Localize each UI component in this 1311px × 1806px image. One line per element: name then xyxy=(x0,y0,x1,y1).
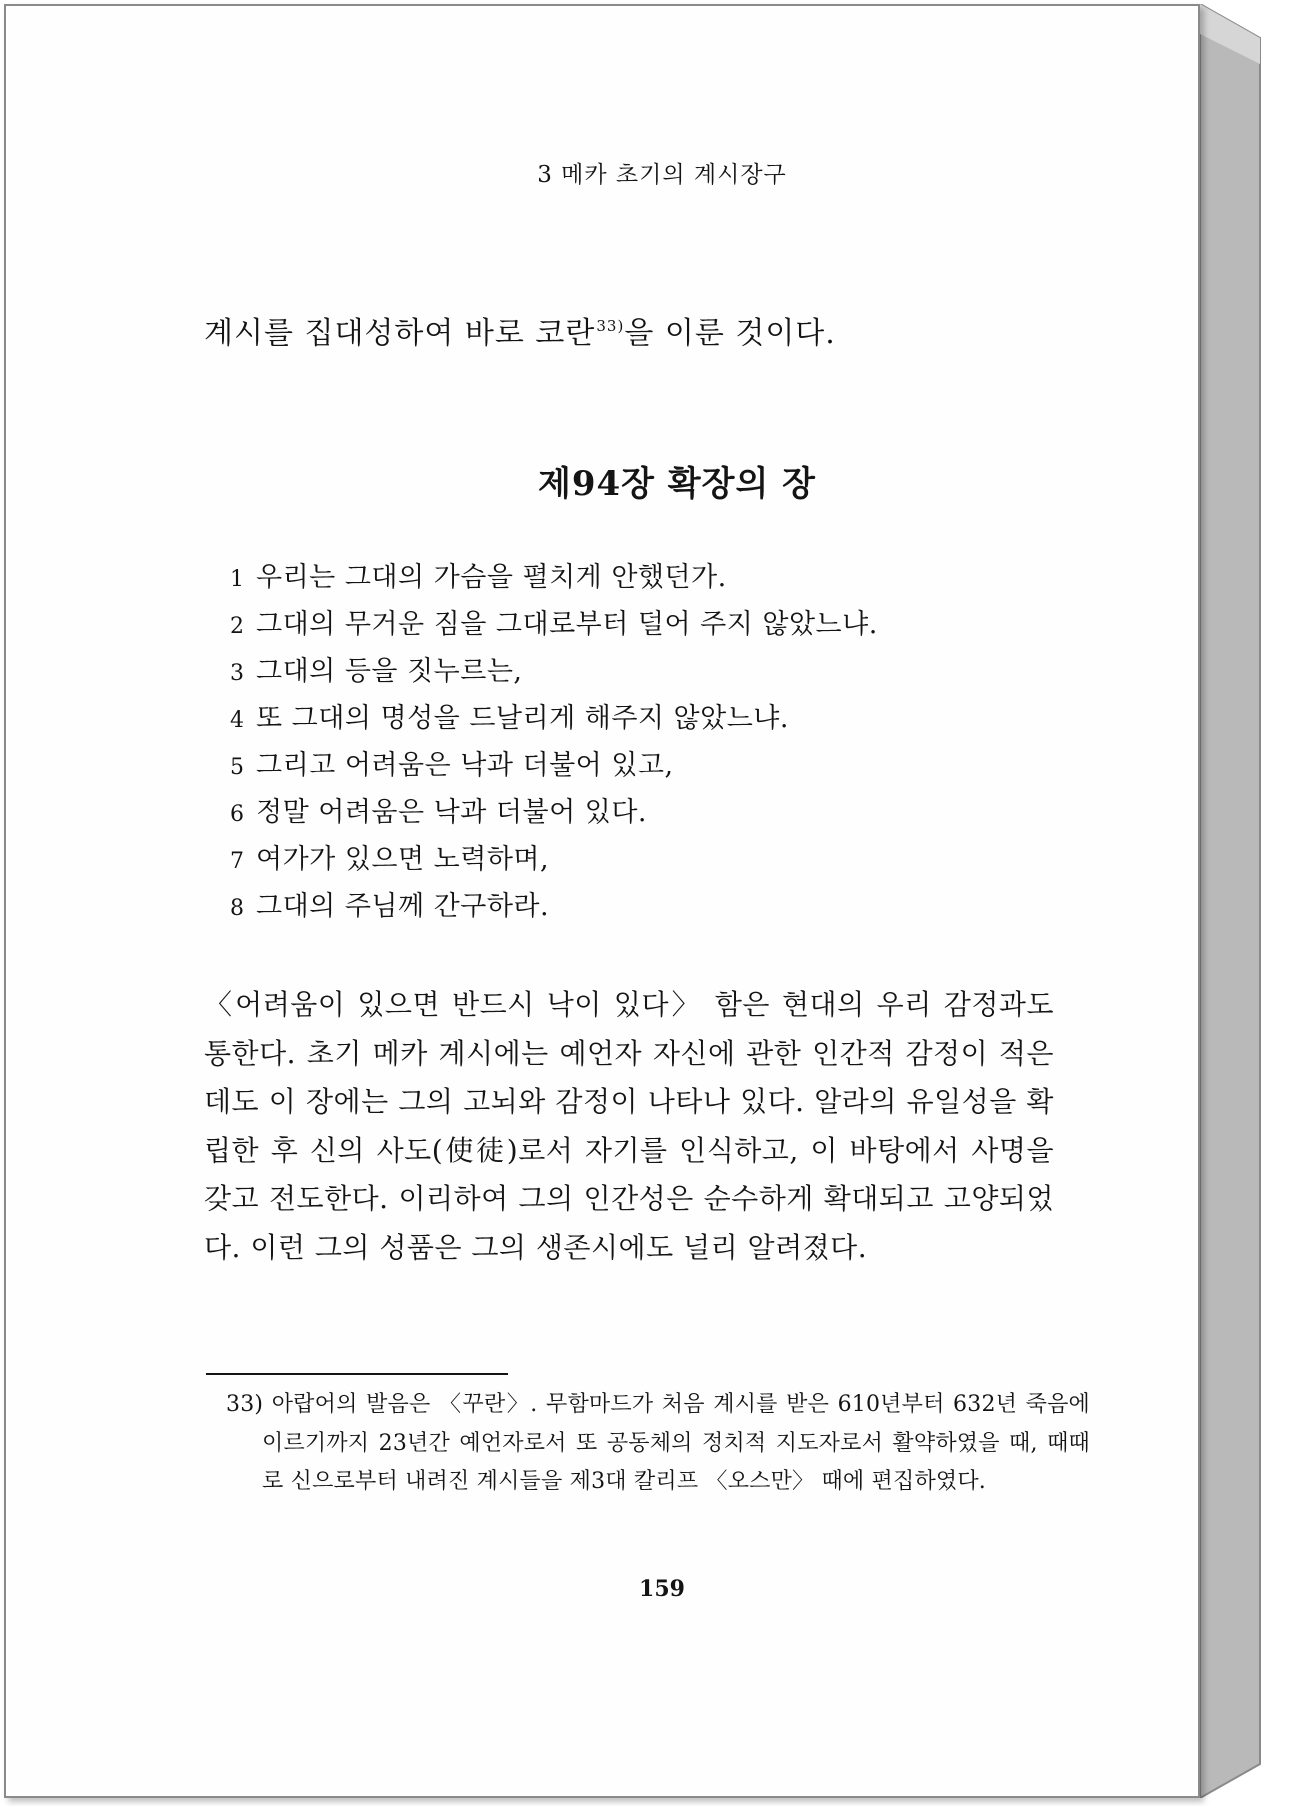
verse-number: 7 xyxy=(230,849,245,874)
verse xyxy=(230,554,878,601)
book-spine xyxy=(1200,4,1270,1798)
footnote xyxy=(226,1386,1090,1502)
verse-list xyxy=(230,554,878,930)
verse-text: 그리고 어려움은 낙과 더불어 있고, xyxy=(256,750,674,781)
book-page xyxy=(4,4,1200,1798)
verse xyxy=(230,648,878,695)
verse-number: 2 xyxy=(230,614,245,639)
continuation-text-end: 을 이룬 것이다. xyxy=(624,316,836,351)
running-head: 3 메카 초기의 계시장구 xyxy=(537,162,787,188)
verse-number: 4 xyxy=(230,708,245,733)
footnote-reference[interactable]: 33) xyxy=(596,317,625,335)
verse-number: 8 xyxy=(230,896,245,921)
verse xyxy=(230,836,878,883)
commentary-paragraph: 〈어려움이 있으면 반드시 낙이 있다〉 함은 현대의 우리 감정과도 통한다. 초기 메카 계시에는 예언자 자신에 관한 인간적 감정이 적은데도 이 장에는 그의 고뇌와 감정이 나타나 있다. 알라의 유일성을 확립한 후 신의 사도(使徒)로서 자기를 인식하고, 이 바탕에서 사명을 갖고 전도한다. 이리하여 그의 인간성은 순수하게 확대되고 고양되었다. 이런 그의 성품은 그의 생존시에도 널리 알려졌다. xyxy=(204,988,1054,1264)
page-number: 159 xyxy=(639,1576,685,1602)
verse xyxy=(230,789,878,836)
footnote-text: 아랍어의 발음은 〈꾸란〉. 무함마드가 처음 계시를 받은 610년부터 632년 죽음에 이르기까지 23년간 예언자로서 또 공동체의 정치적 지도자로서 활약하였을 때, 때때로 신으로부터 내려진 계시들을 제3대 칼리프 〈오스만〉 때에 편집하였다. xyxy=(262,1392,1090,1494)
verse-text: 여가가 있으면 노력하며, xyxy=(256,844,550,875)
continuation-text: 계시를 집대성하여 바로 코란 xyxy=(204,316,596,351)
verse-number: 6 xyxy=(230,802,245,827)
verse-text: 그대의 무거운 짐을 그대로부터 덜어 주지 않았느냐. xyxy=(256,609,878,640)
verse xyxy=(230,601,878,648)
verse-text: 우리는 그대의 가슴을 펼치게 안했던가. xyxy=(256,562,727,593)
verse-number: 3 xyxy=(230,661,245,686)
verse xyxy=(230,695,878,742)
verse-text: 그대의 주님께 간구하라. xyxy=(256,891,550,922)
verse xyxy=(230,742,878,789)
verse-number: 5 xyxy=(230,755,245,780)
footnote-marker: 33) xyxy=(226,1392,264,1417)
verse-text: 그대의 등을 짓누르는, xyxy=(256,656,523,687)
chapter-title: 제94장 확장의 장 xyxy=(537,464,817,504)
footnote-divider xyxy=(206,1373,508,1375)
verse-number: 1 xyxy=(230,567,245,592)
verse-text: 또 그대의 명성을 드날리게 해주지 않았느냐. xyxy=(256,703,789,734)
verse-text: 정말 어려움은 낙과 더불어 있다. xyxy=(256,797,647,828)
continuation-paragraph xyxy=(204,308,836,352)
verse xyxy=(230,883,878,930)
